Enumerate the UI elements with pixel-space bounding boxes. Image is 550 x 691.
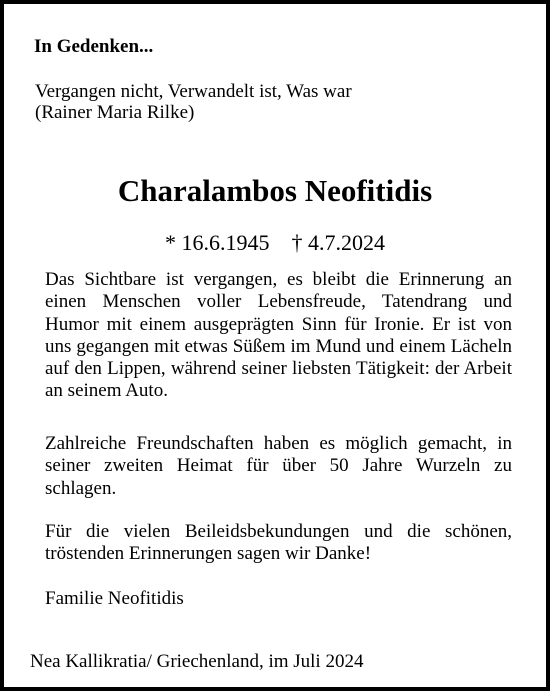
memorial-paragraph-3: Für die vielen Beileidsbekundungen und die schönen, tröstenden Erinnerungen sagen wir Danke! [45,521,512,565]
quote-text: Vergangen nicht, Verwandelt ist, Was war [35,81,352,102]
place-and-date: Nea Kallikratia/ Griechenland, im Juli 2024 [30,651,364,672]
deceased-name: Charalambos Neofitidis [117,173,433,208]
death-date: † 4.7.2024 [291,230,385,255]
quote-author: (Rainer Maria Rilke) [35,102,195,123]
memorial-paragraph-2: Zahlreiche Freundschaften haben es möglich gemacht, in seiner zweiten Heimat für über 50 Jahre Wurzeln zu schlagen. [45,433,512,499]
life-dates [4,229,546,257]
memorial-quote [35,81,352,123]
notice-heading: In Gedenken... [34,36,154,57]
family-signature: Familie Neofitidis [45,588,184,609]
memorial-paragraph-1: Das Sichtbare ist vergangen, es bleibt die Erinnerung an einen Menschen voller Lebensfreude, Tatendrang und Humor mit einem ausgeprägten Sinn für Ironie. Er ist von uns gegangen mit etwas Süßem im Mund und einem Lächeln auf den Lippen, während seiner liebsten Tätigkeit: der Arbeit an seinem Auto. [45,269,512,402]
birth-date: * 16.6.1945 [165,230,270,255]
